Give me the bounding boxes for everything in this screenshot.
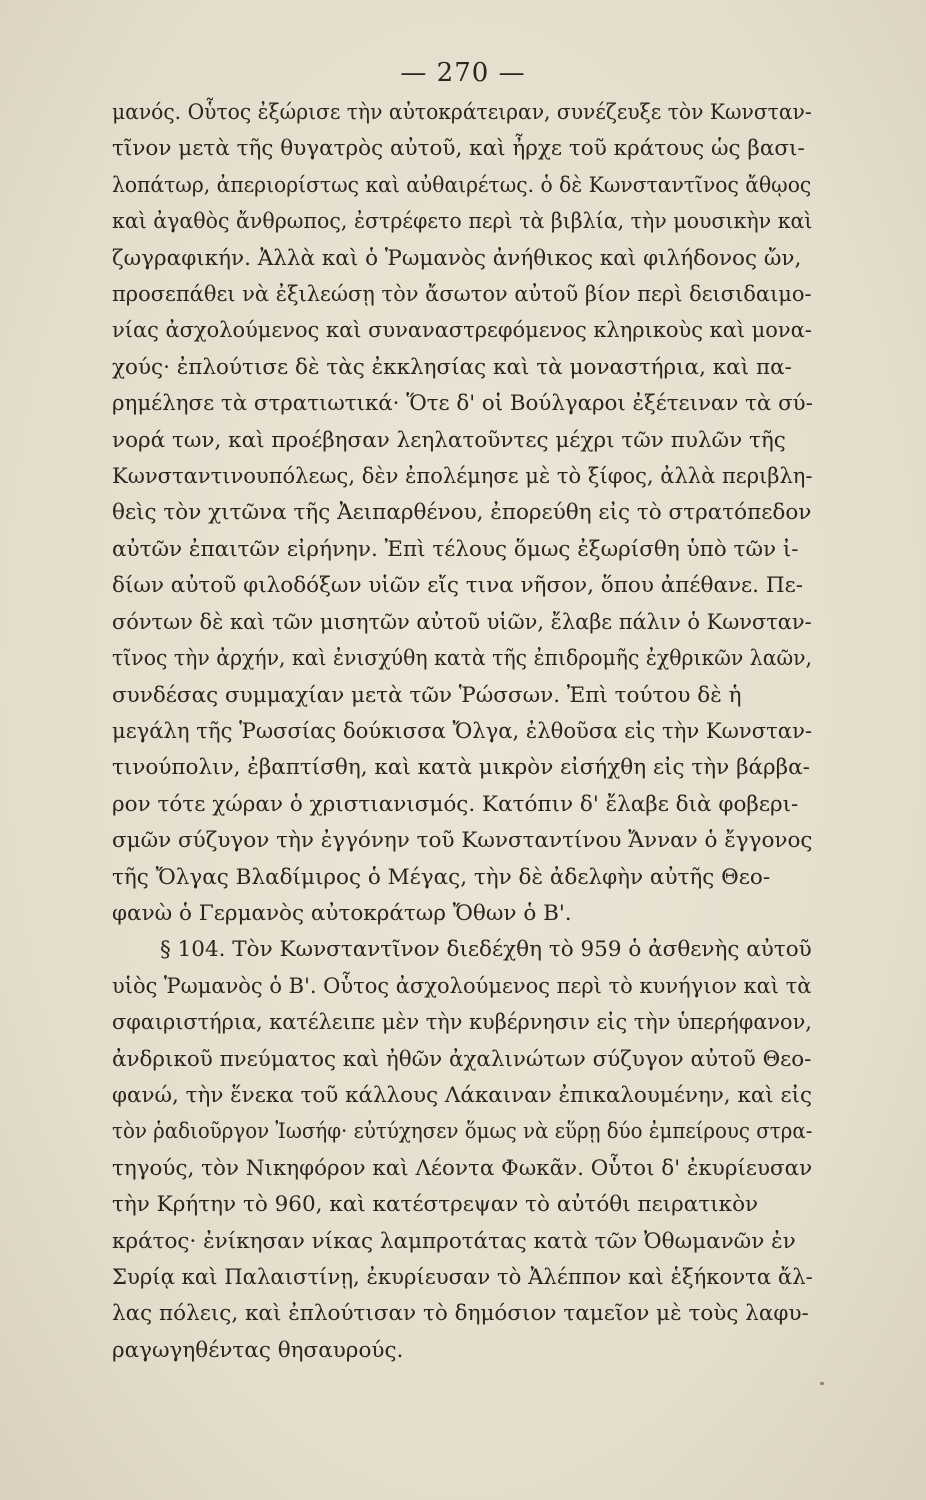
body-text: [112, 95, 812, 1369]
text-line: αὐτῶν ἐπαιτῶν εἰρήνην. Ἐπὶ τέλους ὅμως ἐξωρίσθη ὑπὸ τῶν ἰ-: [112, 536, 799, 562]
paper-speck: [820, 1382, 824, 1385]
text-line: χούς· ἐπλούτισε δὲ τὰς ἐκκλησίας καὶ τὰ μοναστήρια, καὶ πα-: [112, 354, 792, 380]
text-line: συνδέσας συμμαχίαν μετὰ τῶν Ῥώσσων. Ἐπὶ τούτου δὲ ἡ: [112, 682, 742, 708]
text-line: τὴν Κρήτην τὸ 960, καὶ κατέστρεψαν τὸ αὐτόθι πειρατικὸν: [112, 1192, 759, 1218]
text-line: υἱὸς Ῥωμανὸς ὁ Β'. Οὗτος ἀσχολούμενος περὶ τὸ κυνήγιον καὶ τὰ: [112, 973, 812, 999]
text-line: ρημέλησε τὰ στρατιωτικά· Ὅτε δ' οἱ Βούλγαροι ἐξέτειναν τὰ σύ-: [112, 391, 813, 417]
text-line: τῖνον μετὰ τῆς θυγατρὸς αὐτοῦ, καὶ ἦρχε τοῦ κράτους ὡς βασι-: [112, 136, 805, 162]
text-line: ρον τότε χώραν ὁ χριστιανισμός. Κατόπιν δ' ἔλαβε διὰ φοβερι-: [112, 791, 799, 817]
text-line: ραγωγηθέντας θησαυρούς.: [112, 1337, 404, 1363]
text-line: θεὶς τὸν χιτῶνα τῆς Ἀειπαρθένου, ἐπορεύθη εἰς τὸ στρατόπεδον: [112, 500, 812, 526]
text-line: δίων αὐτοῦ φιλοδόξων υἱῶν εἴς τινα νῆσον, ὅπου ἀπέθανε. Πε-: [112, 573, 804, 599]
text-line: τῖνος τὴν ἀρχήν, καὶ ἐνισχύθη κατὰ τῆς ἐπιδρομῆς ἐχθρικῶν λαῶν,: [112, 646, 813, 672]
text-line: φανώ, τὴν ἕνεκα τοῦ κάλλους Λάκαιναν ἐπικαλουμένην, καὶ εἰς: [112, 1082, 813, 1108]
text-line: ἀνδρικοῦ πνεύματος καὶ ἠθῶν ἀχαλινώτων σύζυγον αὐτοῦ Θεο-: [112, 1046, 812, 1072]
text-line: σμῶν σύζυγον τὴν ἐγγόνην τοῦ Κωνσταντίνου Ἄνναν ὁ ἔγγονος: [112, 828, 813, 854]
text-line: σφαιριστήρια, κατέλειπε μὲν τὴν κυβέρνησιν εἰς τὴν ὑπερήφανον,: [112, 1010, 812, 1036]
text-line: λοπάτωρ, ἀπεριορίστως καὶ αὐθαιρέτως. ὁ δὲ Κωνσταντῖνος ἄθῳος: [112, 172, 812, 198]
text-line: ζωγραφικήν. Ἀλλὰ καὶ ὁ Ῥωμανὸς ἀνήθικος καὶ φιλήδονος ὤν,: [112, 245, 802, 271]
text-line: μανός. Οὗτος ἐξώρισε τὴν αὐτοκράτειραν, συνέζευξε τὸν Κωνσταν-: [112, 100, 812, 125]
text-line: Κωνσταντινουπόλεως, δὲν ἐπολέμησε μὲ τὸ ξίφος, ἀλλὰ περιβλη-: [112, 464, 813, 490]
text-line: προσεπάθει νὰ ἐξιλεώσῃ τὸν ἄσωτον αὐτοῦ βίον περὶ δεισιδαιμο-: [112, 282, 812, 308]
text-line: τινούπολιν, ἐβαπτίσθη, καὶ κατὰ μικρὸν εἰσήχθη εἰς τὴν βάρβα-: [112, 755, 810, 781]
text-line: νορά των, καὶ προέβησαν λεηλατοῦντες μέχρι τῶν πυλῶν τῆς: [112, 427, 786, 453]
text-line: τῆς Ὄλγας Βλαδίμιρος ὁ Μέγας, τὴν δὲ ἀδελφὴν αὐτῆς Θεο-: [112, 864, 771, 890]
page-number: — 270 —: [400, 58, 526, 88]
section-heading-line: § 104. Τὸν Κωνσταντῖνον διεδέχθη τὸ 959 ὁ ἀσθενὴς αὐτοῦ: [160, 937, 812, 963]
text-line: σόντων δὲ καὶ τῶν μισητῶν αὐτοῦ υἱῶν, ἔλαβε πάλιν ὁ Κωνσταν-: [112, 609, 812, 635]
text-line: τὸν ῥαδιοῦργον Ἰωσήφ· εὐτύχησεν ὅμως νὰ εὕρῃ δύο ἐμπείρους στρα-: [112, 1119, 813, 1145]
text-line: τηγούς, τὸν Νικηφόρον καὶ Λέοντα Φωκᾶν. Οὗτοι δ' ἐκυρίευσαν: [112, 1155, 813, 1181]
text-line: φανὼ ὁ Γερμανὸς αὐτοκράτωρ Ὄθων ὁ Β'.: [112, 900, 572, 926]
text-line: νίας ἀσχολούμενος καὶ συναναστρεφόμενος κληρικοὺς καὶ μονα-: [112, 318, 812, 344]
text-line: Συρίᾳ καὶ Παλαιστίνῃ, ἐκυρίευσαν τὸ Ἀλέππον καὶ ἑξήκοντα ἄλ-: [112, 1265, 813, 1290]
text-line: λας πόλεις, καὶ ἐπλούτισαν τὸ δημόσιον ταμεῖον μὲ τοὺς λαφυ-: [112, 1301, 809, 1327]
text-line: κράτος· ἐνίκησαν νίκας λαμπροτάτας κατὰ τῶν Ὀθωμανῶν ἐν: [112, 1228, 796, 1254]
text-line: καὶ ἀγαθὸς ἄνθρωπος, ἐστρέφετο περὶ τὰ βιβλία, τὴν μουσικὴν καὶ: [112, 209, 813, 235]
text-line: μεγάλη τῆς Ῥωσσίας δούκισσα Ὄλγα, ἐλθοῦσα εἰς τὴν Κωνσταν-: [112, 718, 813, 744]
